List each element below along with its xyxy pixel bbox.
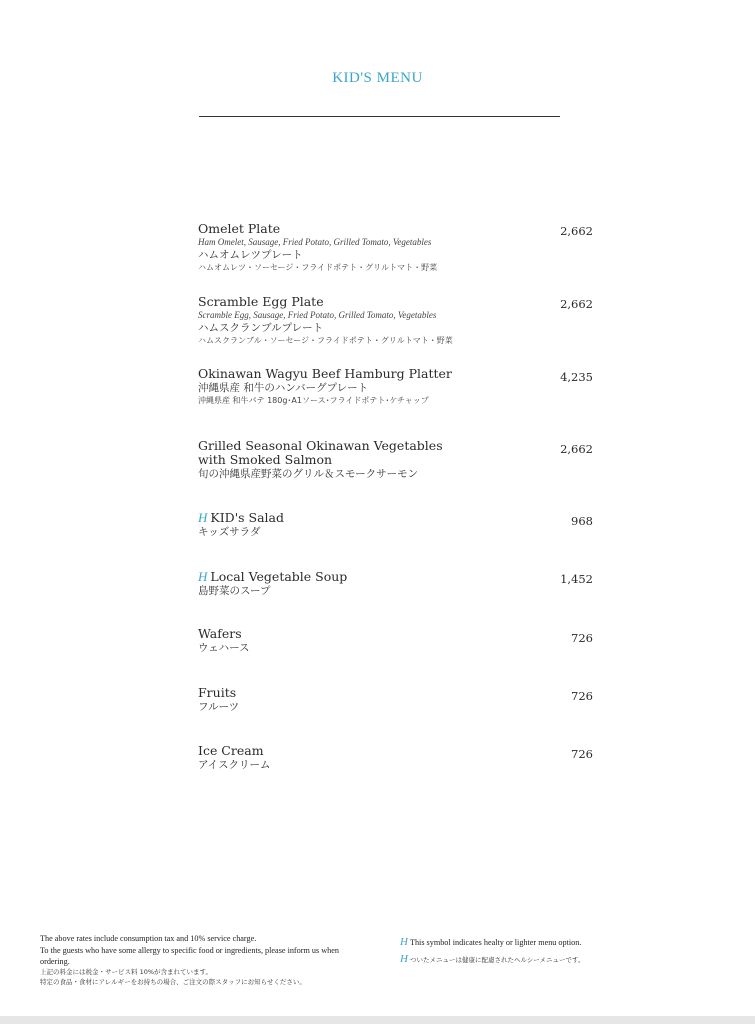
healthy-symbol-icon: H bbox=[400, 936, 408, 948]
item-name-line2: with Smoked Salmon bbox=[198, 452, 333, 467]
item-name: Omelet Plate bbox=[198, 221, 281, 236]
item-name-jp: ハムスクランブルプレート bbox=[198, 322, 324, 334]
item-description-en: Ham Omelet, Sausage, Fried Potato, Grilled Tomato, Vegetables bbox=[198, 237, 432, 247]
item-name-jp: ハムオムレツプレート bbox=[198, 249, 303, 261]
menu-title: KID'S MENU bbox=[332, 70, 423, 86]
allergy-note-jp: 特定の食品・食材にアレルギーをお持ちの場合、ご注文の際スタッフにお知らせください。 bbox=[40, 978, 306, 986]
item-price: 726 bbox=[571, 689, 593, 703]
item-name: Fruits bbox=[198, 685, 237, 700]
item-price: 4,235 bbox=[560, 370, 593, 384]
item-name: Wafers bbox=[198, 626, 242, 641]
item-price: 968 bbox=[571, 514, 593, 528]
menu-item-omelet-plate bbox=[198, 222, 593, 274]
item-name: Local Vegetable Soup bbox=[210, 569, 348, 584]
menu-item-ice-cream bbox=[198, 744, 593, 772]
item-name: Ice Cream bbox=[198, 743, 264, 758]
footer-notes bbox=[40, 933, 360, 987]
item-name-line1: Grilled Seasonal Okinawan Vegetables bbox=[198, 438, 443, 453]
menu-item-fruits bbox=[198, 686, 593, 714]
item-name-jp: 旬の沖縄県産野菜のグリル＆スモークサーモン bbox=[198, 468, 419, 480]
item-name: Okinawan Wagyu Beef Hamburg Platter bbox=[198, 366, 452, 381]
menu-item-local-vegetable-soup bbox=[198, 570, 593, 598]
item-name-jp: 島野菜のスープ bbox=[198, 585, 271, 597]
item-price: 726 bbox=[571, 747, 593, 761]
symbol-legend-en: This symbol indicates healty or lighter menu option. bbox=[409, 938, 582, 947]
title-divider bbox=[199, 116, 560, 117]
item-name: Scramble Egg Plate bbox=[198, 294, 324, 309]
menu-item-scramble-egg-plate bbox=[198, 295, 593, 347]
item-name-jp: 沖縄県産 和牛のハンバーグプレート bbox=[198, 382, 369, 394]
item-name-jp: アイスクリーム bbox=[198, 759, 271, 771]
healthy-symbol-icon: H bbox=[198, 569, 208, 584]
menu-item-wagyu-hamburg-platter bbox=[198, 367, 593, 407]
item-name-jp: キッズサラダ bbox=[198, 526, 261, 538]
item-description-jp: 沖縄県産 和牛パテ 180g･A1ソース･フライドポテト･ケチャップ bbox=[198, 396, 429, 405]
item-name-jp: ウェハース bbox=[198, 642, 250, 654]
healthy-symbol-icon: H bbox=[400, 953, 408, 965]
menu-item-grilled-vegetables-salmon bbox=[198, 439, 593, 481]
item-price: 1,452 bbox=[560, 572, 593, 586]
tax-note-en: The above rates include consumption tax and 10% service charge. bbox=[40, 934, 257, 943]
item-price: 2,662 bbox=[560, 297, 593, 311]
symbol-legend-jp: ついたメニューは健康に配慮されたヘルシーメニューです。 bbox=[409, 956, 585, 964]
healthy-symbol-icon: H bbox=[198, 510, 208, 525]
item-description-en: Scramble Egg, Sausage, Fried Potato, Grilled Tomato, Vegetables bbox=[198, 310, 437, 320]
page-bottom-edge bbox=[0, 1016, 755, 1024]
item-name: KID's Salad bbox=[210, 510, 284, 525]
item-price: 726 bbox=[571, 631, 593, 645]
tax-note-jp: 上記の料金には税金・サービス料 10%が含まれています。 bbox=[40, 968, 212, 976]
allergy-note-en: To the guests who have some allergy to specific food or ingredients, please inform us when ordering. bbox=[40, 946, 339, 966]
item-description-jp: ハムオムレツ・ソーセージ・フライドポテト・グリルトマト・野菜 bbox=[198, 263, 438, 272]
item-price: 2,662 bbox=[560, 224, 593, 238]
item-description-jp: ハムスクランブル・ソーセージ・フライドポテト・グリルトマト・野菜 bbox=[198, 336, 453, 345]
item-price: 2,662 bbox=[560, 442, 593, 456]
symbol-legend bbox=[400, 933, 720, 967]
item-name-jp: フルーツ bbox=[198, 701, 240, 713]
menu-item-wafers bbox=[198, 627, 593, 655]
menu-item-kids-salad bbox=[198, 511, 593, 539]
